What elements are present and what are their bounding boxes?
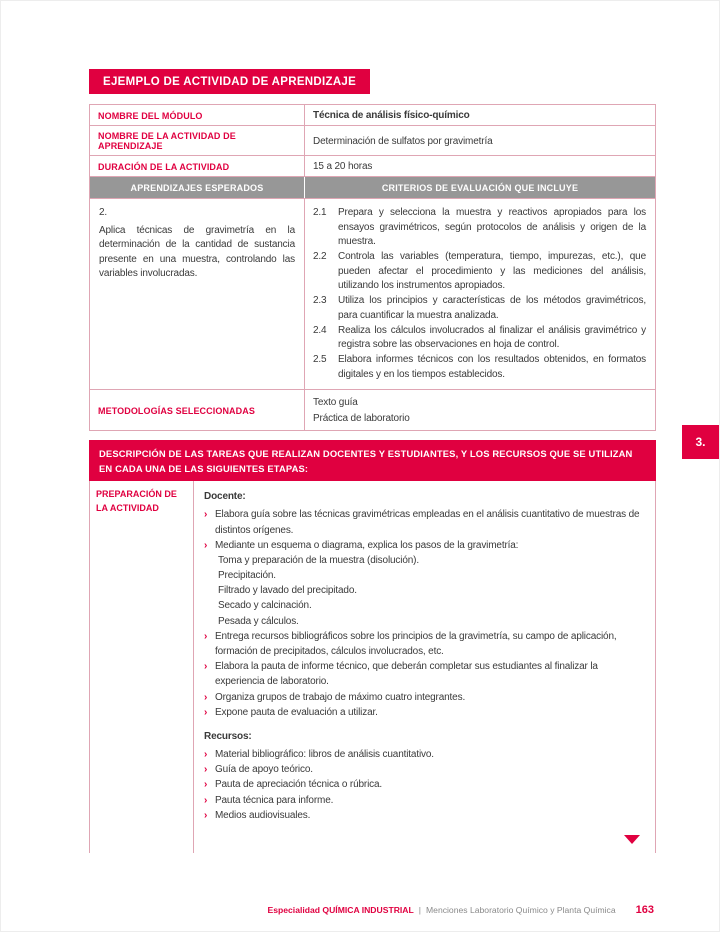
criterion-item: 2.5 Elabora informes técnicos con los resultados obtenidos, en formatos digitales y en los tiempos establecidos. [313,353,646,380]
column-header-criterios: CRITERIOS DE EVALUACIÓN QUE INCLUYE [305,177,655,198]
column-header-aprendizajes: APRENDIZAJES ESPERADOS [90,177,305,198]
sub-list-item: Toma y preparación de la muestra (disolución). [218,554,419,566]
bullet-icon: › [204,509,208,521]
page-footer [267,904,654,916]
bullet-icon: › [204,748,208,760]
chapter-tab: 3. [682,425,719,459]
bullet-icon: › [204,691,208,703]
row-value-actividad: Determinación de sulfatos por gravimetría [313,135,493,147]
objective-number: 2. [99,207,108,218]
bullet-icon: › [204,706,208,718]
list-item: › Expone pauta de evaluación a utilizar. [204,705,645,720]
docente-heading: Docente: [204,491,246,503]
criterion-item: 2.4 Realiza los cálculos involucrados al finalizar el análisis gravimétrico y registra sobre las observaciones en hoja de control. [313,324,646,351]
table-row-metodologias [90,390,655,430]
bullet-icon: › [204,539,208,551]
description-banner: DESCRIPCIÓN DE LAS TAREAS QUE REALIZAN DOCENTES Y ESTUDIANTES, Y LOS RECURSOS QUE SE UTILIZAN EN CADA UNA DE LAS SIGUIENTES ETAPAS: [89,440,656,481]
row-value-modulo: Técnica de análisis físico-químico [313,110,470,121]
preparation-section [89,481,656,853]
bullet-icon: › [204,794,208,806]
list-item: › Pauta de apreciación técnica o rúbrica. [204,777,645,792]
table-row [90,126,655,156]
sub-list-item: Precipitación. [218,570,276,582]
list-item: › Guía de apoyo teórico. [204,762,645,777]
bullet-icon: › [204,764,208,776]
list-item: › Pauta técnica para informe. [204,793,645,808]
activity-table [89,104,656,431]
table-row [90,105,655,126]
stage-content [194,481,655,853]
criteria-cell [305,199,655,389]
bullet-icon: › [204,630,208,642]
learning-objective-cell [90,199,305,389]
methodology-item: Práctica de laboratorio [313,412,410,424]
row-label-metodologias: METODOLOGÍAS SELECCIONADAS [90,390,305,430]
bullet-icon: › [204,661,208,673]
footer-specialty: Especialidad QUÍMICA INDUSTRIAL [267,905,414,915]
row-value-metodologias [305,390,655,430]
list-item: › Elabora la pauta de informe técnico, que deberán completar sus estudiantes al finalizar la experiencia de laboratorio. [204,659,645,689]
row-label-actividad: NOMBRE DE LA ACTIVIDAD DE APRENDIZAJE [90,126,305,155]
page-title: EJEMPLO DE ACTIVIDAD DE APRENDIZAJE [89,69,370,94]
page-content [89,69,656,853]
list-item: › Mediante un esquema o diagrama, explica los pasos de la gravimetría: [204,538,645,553]
footer-separator: | [418,905,421,915]
list-item: › Elabora guía sobre las técnicas gravimétricas empleadas en el análisis cuantitativo de muestras de distintos orígenes. [204,507,645,537]
sub-list-item: Filtrado y lavado del precipitado. [218,585,357,597]
methodology-item: Texto guía [313,397,358,409]
continuation-arrow-icon [624,835,640,844]
table-header-row [90,177,655,199]
recursos-heading: Recursos: [204,730,252,742]
row-label-duracion: DURACIÓN DE LA ACTIVIDAD [90,156,305,176]
table-row [90,156,655,177]
objective-text: Aplica técnicas de gravimetría en la determinación de la cantidad de sustancia presente en una muestra, controlando las variables involucradas. [99,224,295,279]
criterion-item: 2.1 Prepara y selecciona la muestra y reactivos apropiados para los ensayos gravimétricos, según protocolos de análisis y origen de la muestra. [313,207,646,248]
list-item: › Entrega recursos bibliográficos sobre los principios de la gravimetría, su campo de aplicación, formación de precipitados, cálculos involucrados, etc. [204,629,645,659]
sub-list-item: Pesada y cálculos. [218,615,299,627]
criterion-item: 2.2 Controla las variables (temperatura, tiempo, impurezas, etc.), que pueden afectar el procedimiento y las mediciones del análisis, utilizando los instrumentos apropiados. [313,251,646,292]
bullet-icon: › [204,809,208,821]
table-row-objective [90,199,655,390]
row-label-modulo: NOMBRE DEL MÓDULO [90,105,305,125]
sub-list-item: Secado y calcinación. [218,600,312,612]
list-item: › Organiza grupos de trabajo de máximo cuatro integrantes. [204,690,645,705]
criterion-item: 2.3 Utiliza los principios y características de los métodos gravimétricos, para cuantificar la muestra analizada. [313,295,646,321]
bullet-icon: › [204,779,208,791]
list-item: › Material bibliográfico: libros de análisis cuantitativo. [204,747,645,762]
stage-label: PREPARACIÓN DE LA ACTIVIDAD [90,481,194,853]
page-number: 163 [635,904,654,916]
row-value-duracion: 15 a 20 horas [313,161,373,172]
footer-mentions: Menciones Laboratorio Químico y Planta Química [426,905,616,915]
list-item: › Medios audiovisuales. [204,808,645,823]
